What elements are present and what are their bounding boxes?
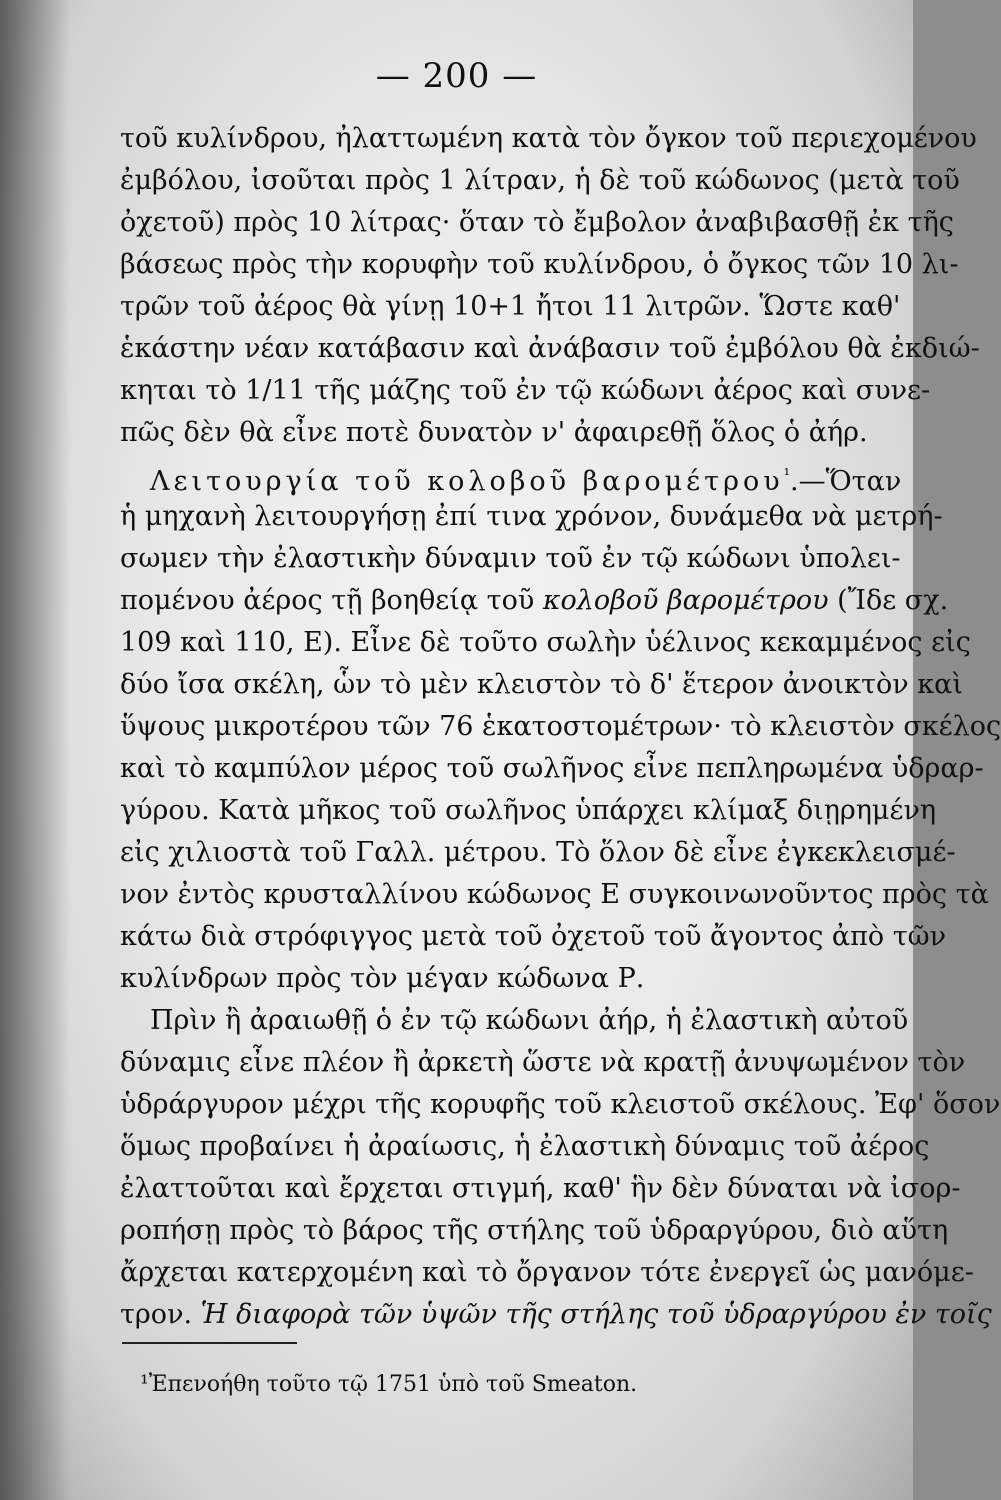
text-line: κυλίνδρων πρὸς τὸν μέγαν κώδωνα Ρ.: [120, 963, 645, 994]
text-line: τρῶν τοῦ ἀέρος θὰ γίνῃ 10+1 ἤτοι 11 λιτρῶν. Ὥστε καθ': [120, 291, 901, 322]
footnote-rule: [122, 1342, 297, 1344]
text-line: ροπήσῃ πρὸς τὸ βάρος τῆς στήλης τοῦ ὑδραργύρου, διὸ αὕτη: [120, 1215, 949, 1246]
section-heading: Λειτουργία τοῦ κολοβοῦ βαρομέτρου: [150, 466, 784, 497]
italic-term: κολοβοῦ βαρομέτρου: [542, 585, 829, 616]
text-line: ὑδράργυρον μέχρι τῆς κορυφῆς τοῦ κλειστοῦ σκέλους. Ἐφ' ὅσον: [120, 1089, 1001, 1120]
text-line: ὅμως προβαίνει ἡ ἀραίωσις, ἡ ἐλαστικὴ δύναμις τοῦ ἀέρος: [120, 1131, 930, 1162]
text-segment: (Ἴδε σχ.: [828, 585, 949, 616]
text-line: τοῦ κυλίνδρου, ἠλαττωμένη κατὰ τὸν ὄγκον τοῦ περιεχομένου: [120, 123, 977, 154]
text-line-italic: [120, 1294, 992, 1336]
footnote: ¹Ἐπενοήθη τοῦτο τῷ 1751 ὑπὸ τοῦ Smeaton.: [140, 1372, 638, 1397]
text-segment: τρον.: [120, 1299, 201, 1330]
text-line: πῶς δὲν θὰ εἶνε ποτὲ δυνατὸν ν' ἀφαιρεθῇ ὅλος ὁ ἀήρ.: [120, 417, 868, 448]
text-line: ὀχετοῦ) πρὸς 10 λίτρας· ὅταν τὸ ἔμβολον ἀναβιβασθῇ ἐκ τῆς: [120, 207, 954, 238]
text-line: κηται τὸ 1/11 τῆς μάζης τοῦ ἐν τῷ κώδωνι ἀέρος καὶ συνε-: [120, 375, 931, 406]
text-line: ὕψους μικροτέρου τῶν 76 ἑκατοστομέτρων· τὸ κλειστὸν σκέλος: [120, 711, 1001, 742]
body-text: [120, 118, 1001, 1336]
text-line: ἐλαττοῦται καὶ ἔρχεται στιγμή, καθ' ἣν δὲν δύναται νὰ ἰσορ-: [120, 1173, 961, 1204]
text-segment: πομένου ἀέρος τῇ βοηθείᾳ τοῦ: [120, 585, 543, 616]
text-line: γύρου. Κατὰ μῆκος τοῦ σωλῆνος ὑπάρχει κλίμαξ διῃρημένη: [120, 795, 937, 826]
text-line: ἄρχεται κατερχομένη καὶ τὸ ὄργανον τότε ἐνεργεῖ ὡς μανόμε-: [120, 1257, 974, 1288]
text-line: ἡ μηχανὴ λειτουργήσῃ ἐπί τινα χρόνον, δυνάμεθα νὰ μετρή-: [120, 501, 943, 532]
text-line: βάσεως πρὸς τὴν κορυφὴν τοῦ κυλίνδρου, ὁ ὄγκος τῶν 10 λι-: [120, 249, 959, 280]
text-line: δύναμις εἶνε πλέον ἢ ἀρκετὴ ὥστε νὰ κρατῇ ἀνυψωμένον τὸν: [120, 1047, 966, 1078]
text-line: κάτω διὰ στρόφιγγος μετὰ τοῦ ὀχετοῦ τοῦ ἄγοντος ἀπὸ τῶν: [120, 921, 947, 952]
section-heading-line: [120, 454, 902, 497]
page-number: — 200 —: [375, 56, 538, 96]
binding-shadow: [0, 0, 70, 1500]
text-line: καὶ τὸ καμπύλον μέρος τοῦ σωλῆνος εἶνε πεπληρωμένα ὑδραρ-: [120, 753, 984, 784]
text-line: ἑκάστην νέαν κατάβασιν καὶ ἀνάβασιν τοῦ ἐμβόλου θὰ ἐκδιώ-: [120, 333, 980, 364]
italic-phrase: Ἡ διαφορὰ τῶν ὑψῶν τῆς στήλης τοῦ ὑδραργύρου ἐν τοῖς: [200, 1299, 992, 1330]
text-line: εἰς χιλιοστὰ τοῦ Γαλλ. μέτρου. Τὸ ὅλον δὲ εἶνε ἐγκεκλεισμέ-: [120, 837, 956, 868]
text-line: 109 καὶ 110, Ε). Εἶνε δὲ τοῦτο σωλὴν ὑέλινος κεκαμμένος εἰς: [120, 627, 971, 658]
text-line: Πρὶν ἢ ἀραιωθῇ ὁ ἐν τῷ κώδωνι ἀήρ, ἡ ἐλαστικὴ αὐτοῦ: [150, 1005, 909, 1036]
footnote-marker: ¹: [783, 465, 791, 484]
text-line: ἐμβόλου, ἰσοῦται πρὸς 1 λίτραν, ἡ δὲ τοῦ κώδωνος (μετὰ τοῦ: [120, 165, 960, 196]
text-line-italic: [120, 580, 949, 622]
text-line: σωμεν τὴν ἐλαστικὴν δύναμιν τοῦ ἐν τῷ κώδωνι ὑπολει-: [120, 543, 901, 574]
text-line: δύο ἴσα σκέλη, ὧν τὸ μὲν κλειστὸν τὸ δ' ἕτερον ἀνοικτὸν καὶ: [120, 669, 963, 700]
section-heading-rest: .—Ὅταν: [790, 466, 902, 497]
text-line: νον ἐντὸς κρυσταλλίνου κώδωνος Ε συγκοινωνοῦντος πρὸς τὰ: [120, 879, 989, 910]
